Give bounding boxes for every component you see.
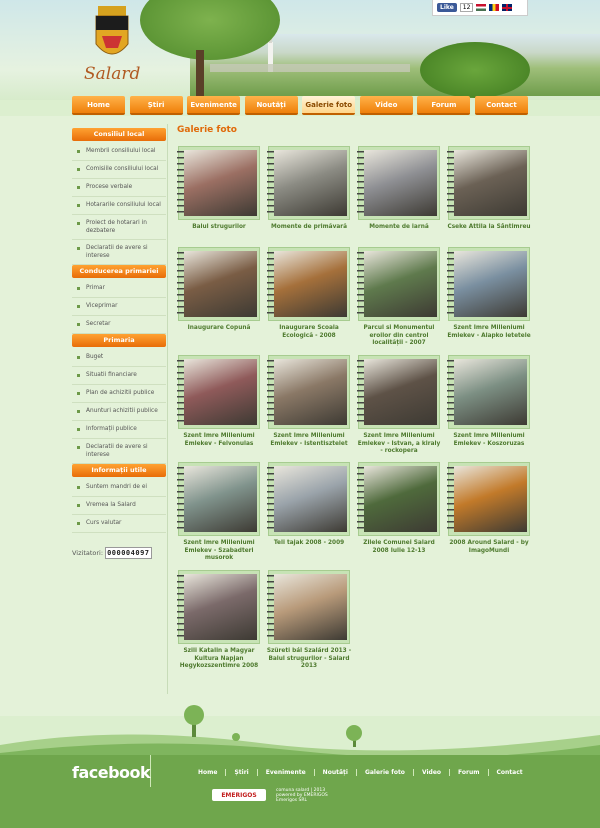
album-thumbnail[interactable] xyxy=(178,146,260,220)
album-title[interactable]: 2008 Around Salard - by ImagoMundi xyxy=(449,540,529,554)
social-bar xyxy=(432,0,528,16)
album-thumbnail[interactable] xyxy=(268,462,350,536)
album-thumbnail[interactable] xyxy=(448,355,530,429)
visitors-count: 000004097 xyxy=(107,549,150,557)
album-photo[interactable] xyxy=(274,150,347,216)
credits-line: Emerigos SRL xyxy=(276,798,307,803)
album-title[interactable]: Inaugurare Copună xyxy=(187,325,251,331)
gallery-album[interactable] xyxy=(356,355,442,456)
hungarian-flag-icon[interactable] xyxy=(476,4,486,11)
sidebar-link[interactable]: Proiect de hotarari in dezbatere xyxy=(72,215,166,240)
album-title[interactable]: Szili Katalin a Magyar Kultura Napjan Hegykozszentimre 2008 xyxy=(179,648,259,669)
page-title: Galerie foto xyxy=(177,125,237,135)
album-photo[interactable] xyxy=(274,574,347,640)
album-title[interactable]: Szent Imre Milleniumi Emlekev - Felvonulas xyxy=(183,433,255,447)
sidebar-link[interactable]: Situatii financiare xyxy=(72,367,166,385)
sidebar-link[interactable]: Secretar xyxy=(72,316,166,334)
credits xyxy=(276,788,328,803)
nav-item-3[interactable]: Noutăți xyxy=(245,96,298,115)
album-title[interactable]: Momente de iarnă xyxy=(369,224,429,230)
sidebar-link[interactable]: Plan de achizitii publice xyxy=(72,385,166,403)
album-title[interactable]: Szent Imre Milleniumi Emlekev - Alapko letetele xyxy=(447,325,531,339)
gallery-album[interactable] xyxy=(356,462,442,555)
album-thumbnail[interactable] xyxy=(358,247,440,321)
album-photo[interactable] xyxy=(184,574,257,640)
sidebar-link[interactable]: Primar xyxy=(72,280,166,298)
album-title[interactable]: Szüreti bál Szalárd 2013 - Balul strugurilor - Salard 2013 xyxy=(266,648,352,669)
sidebar-link[interactable]: Procese verbale xyxy=(72,179,166,197)
spiral-binding-icon xyxy=(267,252,274,316)
footer-link-4[interactable]: Galerie foto xyxy=(356,769,413,776)
credits-line: comuna salard | 2013 xyxy=(276,788,326,793)
gallery-album[interactable] xyxy=(356,146,442,232)
album-thumbnail[interactable] xyxy=(358,462,440,536)
album-thumbnail[interactable] xyxy=(178,570,260,644)
album-photo[interactable] xyxy=(454,359,527,425)
tree-right xyxy=(420,42,530,98)
spiral-binding-icon xyxy=(177,151,184,215)
album-photo[interactable] xyxy=(364,251,437,317)
sidebar-section-title: Conducerea primariei xyxy=(72,265,166,278)
footer-link-7[interactable]: Contact xyxy=(488,769,531,776)
gallery-album[interactable] xyxy=(356,247,442,348)
english-flag-icon[interactable] xyxy=(502,4,512,11)
sidebar-section-title: Informații utile xyxy=(72,464,166,477)
spiral-binding-icon xyxy=(177,360,184,424)
album-title[interactable]: Teli tajak 2008 - 2009 xyxy=(273,540,345,546)
album-title[interactable]: Balul strugurilor xyxy=(192,224,246,230)
spiral-binding-icon xyxy=(267,467,274,531)
facebook-logo[interactable]: facebook xyxy=(72,763,151,782)
album-thumbnail[interactable] xyxy=(268,146,350,220)
sidebar-section-title: Primaria xyxy=(72,334,166,347)
nav-item-0[interactable]: Home xyxy=(72,96,125,115)
spiral-binding-icon xyxy=(267,360,274,424)
gallery-album[interactable] xyxy=(446,355,532,448)
gallery-album[interactable] xyxy=(266,247,352,340)
main-nav xyxy=(72,96,528,114)
spiral-binding-icon xyxy=(177,467,184,531)
album-photo[interactable] xyxy=(454,150,527,216)
credits-line: powered by EMERIGOS xyxy=(276,793,328,798)
sidebar-link[interactable]: Declaratii de avere si interese xyxy=(72,439,166,464)
album-photo[interactable] xyxy=(274,359,347,425)
sidebar-link[interactable]: Suntem mandri de ei xyxy=(72,479,166,497)
album-title[interactable]: Szent Imre Milleniumi Emlekev - Istentisztelet xyxy=(270,433,348,447)
visitor-counter xyxy=(72,547,166,559)
footer-link-6[interactable]: Forum xyxy=(449,769,487,776)
album-photo[interactable] xyxy=(274,251,347,317)
album-title[interactable]: Momente de primăvară xyxy=(270,224,348,230)
spiral-binding-icon xyxy=(447,252,454,316)
nav-item-5[interactable]: Video xyxy=(360,96,413,115)
gallery-album[interactable] xyxy=(266,462,352,548)
visitors-label: Vizitatori: xyxy=(72,549,104,557)
gallery-album[interactable] xyxy=(446,462,532,555)
sidebar-link[interactable]: Informații publice xyxy=(72,421,166,439)
gallery-album[interactable] xyxy=(176,462,262,563)
sidebar-link[interactable]: Declaratii de avere si interese xyxy=(72,240,166,265)
emerigos-logo[interactable]: EMERIGOS xyxy=(212,789,266,801)
sidebar-section-title: Consiliul local xyxy=(72,128,166,141)
gallery-album[interactable] xyxy=(446,146,532,232)
album-photo[interactable] xyxy=(364,150,437,216)
nav-item-1[interactable]: Știri xyxy=(130,96,183,115)
album-thumbnail[interactable] xyxy=(268,247,350,321)
footer-link-5[interactable]: Video xyxy=(413,769,449,776)
album-photo[interactable] xyxy=(184,150,257,216)
album-photo[interactable] xyxy=(364,466,437,532)
spiral-binding-icon xyxy=(447,467,454,531)
sidebar-link[interactable]: Vremea la Salard xyxy=(72,497,166,515)
album-thumbnail[interactable] xyxy=(178,355,260,429)
gallery-album[interactable] xyxy=(176,146,262,232)
like-count: 12 xyxy=(460,3,474,12)
album-photo[interactable] xyxy=(364,359,437,425)
album-thumbnail[interactable] xyxy=(448,247,530,321)
sidebar-link[interactable]: Comisiile consiliului local xyxy=(72,161,166,179)
album-thumbnail[interactable] xyxy=(178,247,260,321)
album-thumbnail[interactable] xyxy=(268,570,350,644)
sidebar-divider xyxy=(167,124,168,694)
footer-link-2[interactable]: Evenimente xyxy=(257,769,314,776)
gallery-album[interactable] xyxy=(266,570,352,671)
gallery-album[interactable] xyxy=(176,355,262,448)
footer-link-1[interactable]: Știri xyxy=(225,769,256,776)
gallery-album[interactable] xyxy=(176,247,262,333)
album-title[interactable]: Szent Imre Milleniumi Emlekev - Istvan, a kiraly - rockopera xyxy=(357,433,441,454)
album-photo[interactable] xyxy=(454,466,527,532)
album-photo[interactable] xyxy=(454,251,527,317)
header xyxy=(0,0,600,100)
album-title[interactable]: Zilele Comunei Salard 2008 Iulie 12-13 xyxy=(363,540,435,554)
gallery-album[interactable] xyxy=(446,247,532,340)
album-title[interactable]: Parcul si Monumentul eroilor din centrol localității - 2007 xyxy=(363,325,435,346)
album-title[interactable]: Szent Imre Milleniumi Emlekev - Szabadteri musorok xyxy=(183,540,255,561)
sidebar-link[interactable]: Buget xyxy=(72,349,166,367)
gallery-album[interactable] xyxy=(176,570,262,671)
nav-item-6[interactable]: Forum xyxy=(417,96,470,115)
spiral-binding-icon xyxy=(267,151,274,215)
spiral-binding-icon xyxy=(357,252,364,316)
romanian-flag-icon[interactable] xyxy=(489,4,499,11)
album-photo[interactable] xyxy=(184,251,257,317)
album-photo[interactable] xyxy=(184,359,257,425)
footer xyxy=(0,705,600,828)
album-photo[interactable] xyxy=(274,466,347,532)
footer-nav xyxy=(190,769,531,776)
facebook-like-button[interactable]: Like xyxy=(437,3,457,12)
footer-link-3[interactable]: Noutăți xyxy=(314,769,356,776)
spiral-binding-icon xyxy=(447,151,454,215)
album-title[interactable]: Inaugurare Scoala Ecologică - 2008 xyxy=(279,325,339,339)
album-thumbnail[interactable] xyxy=(358,355,440,429)
sidebar-link[interactable]: Membrii consiliului local xyxy=(72,143,166,161)
gallery-album[interactable] xyxy=(266,355,352,448)
spiral-binding-icon xyxy=(357,151,364,215)
spiral-binding-icon xyxy=(267,575,274,639)
sidebar xyxy=(72,128,166,559)
album-thumbnail[interactable] xyxy=(358,146,440,220)
album-title[interactable]: Szent Imre Milleniumi Emlekev - Koszoruzas xyxy=(453,433,525,447)
sidebar-link[interactable]: Anunturi achizitii publice xyxy=(72,403,166,421)
album-photo[interactable] xyxy=(184,466,257,532)
album-thumbnail[interactable] xyxy=(178,462,260,536)
nav-item-4[interactable]: Galerie foto xyxy=(302,96,355,115)
sidebar-link[interactable]: Hotararile consiliului local xyxy=(72,197,166,215)
gallery-album[interactable] xyxy=(266,146,352,232)
spiral-binding-icon xyxy=(177,252,184,316)
footer-link-0[interactable]: Home xyxy=(198,769,218,776)
nav-item-7[interactable]: Contact xyxy=(475,96,528,115)
spiral-binding-icon xyxy=(357,467,364,531)
album-thumbnail[interactable] xyxy=(448,146,530,220)
spiral-binding-icon xyxy=(357,360,364,424)
spiral-binding-icon xyxy=(447,360,454,424)
sidebar-link[interactable]: Viceprimar xyxy=(72,298,166,316)
spiral-binding-icon xyxy=(177,575,184,639)
album-thumbnail[interactable] xyxy=(448,462,530,536)
town-crest-logo[interactable] xyxy=(92,6,132,66)
town-name: Salard xyxy=(84,64,141,84)
album-thumbnail[interactable] xyxy=(268,355,350,429)
nav-item-2[interactable]: Evenimente xyxy=(187,96,240,115)
album-title[interactable]: Cseke Attila la Sântimreu xyxy=(447,224,531,230)
sidebar-link[interactable]: Curs valutar xyxy=(72,515,166,533)
